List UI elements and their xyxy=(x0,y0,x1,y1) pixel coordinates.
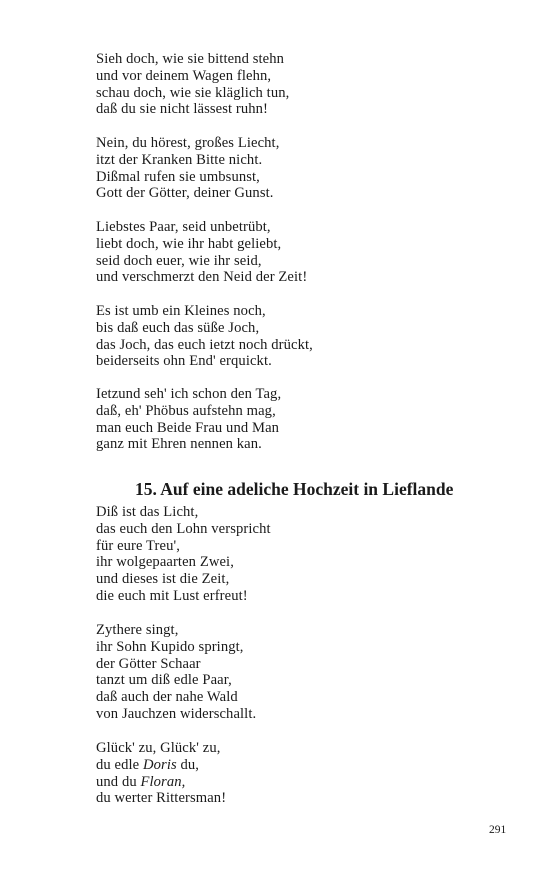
verse-line: das euch den Lohn verspricht xyxy=(96,520,271,537)
stanza xyxy=(96,135,279,202)
verse-line: Glück' zu, Glück' zu, xyxy=(96,740,221,756)
verse-line: Es ist umb ein Kleines noch, xyxy=(96,303,266,319)
verse-line: schau doch, wie sie kläglich tun, xyxy=(96,84,290,101)
verse-line xyxy=(96,757,226,774)
verse-text: und du xyxy=(96,773,141,790)
verse-line: Sieh doch, wie sie bittend stehn xyxy=(96,51,285,67)
verse-line xyxy=(96,774,226,791)
verse-line: und verschmerzt den Neid der Zeit! xyxy=(96,269,308,286)
verse-line: für eure Treu', xyxy=(96,537,180,554)
verse-line: der Götter Schaar xyxy=(96,655,201,672)
verse-line: man euch Beide Frau und Man xyxy=(96,419,280,436)
verse-line: Nein, du hörest, großes Liecht, xyxy=(96,135,280,151)
page-number: 291 xyxy=(489,824,507,836)
stanza xyxy=(96,622,256,723)
stanza xyxy=(96,740,226,807)
poem-heading: 15. Auf eine adeliche Hochzeit in Lieflande xyxy=(135,479,454,499)
verse-line: Zythere singt, xyxy=(96,622,179,638)
verse-line: daß auch der nahe Wald xyxy=(96,689,238,706)
verse-line: Liebstes Paar, seid unbetrübt, xyxy=(96,219,271,235)
name-floran: Floran, xyxy=(140,773,186,790)
verse-line: ihr Sohn Kupido springt, xyxy=(96,638,244,655)
verse-line: und vor deinem Wagen flehn, xyxy=(96,67,272,84)
verse-text: du, xyxy=(176,756,200,773)
verse-line: beiderseits ohn End' erquickt. xyxy=(96,353,272,370)
verse-line: ihr wolgepaarten Zwei, xyxy=(96,554,234,571)
verse-line: daß du sie nicht lässest ruhn! xyxy=(96,101,269,118)
verse-line: Ietzund seh' ich schon den Tag, xyxy=(96,386,282,402)
name-doris: Doris xyxy=(143,756,177,773)
verse-line: das Joch, das euch ietzt noch drückt, xyxy=(96,336,313,353)
verse-line: die euch mit Lust erfreut! xyxy=(96,587,248,604)
stanza xyxy=(96,219,307,286)
verse-line: bis daß euch das süße Joch, xyxy=(96,319,260,336)
verse-line: seid doch euer, wie ihr seid, xyxy=(96,252,262,269)
stanza xyxy=(96,51,289,118)
verse-line: daß, eh' Phöbus aufstehn mag, xyxy=(96,402,276,419)
verse-line: Dißmal rufen sie umbsunst, xyxy=(96,168,260,185)
verse-line: liebt doch, wie ihr habt geliebt, xyxy=(96,235,282,252)
stanza xyxy=(96,504,271,605)
verse-line: von Jauchzen widerschallt. xyxy=(96,705,257,722)
verse-line: ganz mit Ehren nennen kan. xyxy=(96,436,262,453)
verse-text: du edle xyxy=(96,756,143,773)
verse-line: itzt der Kranken Bitte nicht. xyxy=(96,151,263,168)
verse-line: tanzt um diß edle Paar, xyxy=(96,672,232,689)
stanza xyxy=(96,386,281,453)
verse-line: Diß ist das Licht, xyxy=(96,504,199,520)
verse-line: und dieses ist die Zeit, xyxy=(96,571,230,588)
verse-line: Gott der Götter, deiner Gunst. xyxy=(96,185,274,202)
stanza xyxy=(96,303,313,370)
verse-line: du werter Rittersman! xyxy=(96,790,227,807)
